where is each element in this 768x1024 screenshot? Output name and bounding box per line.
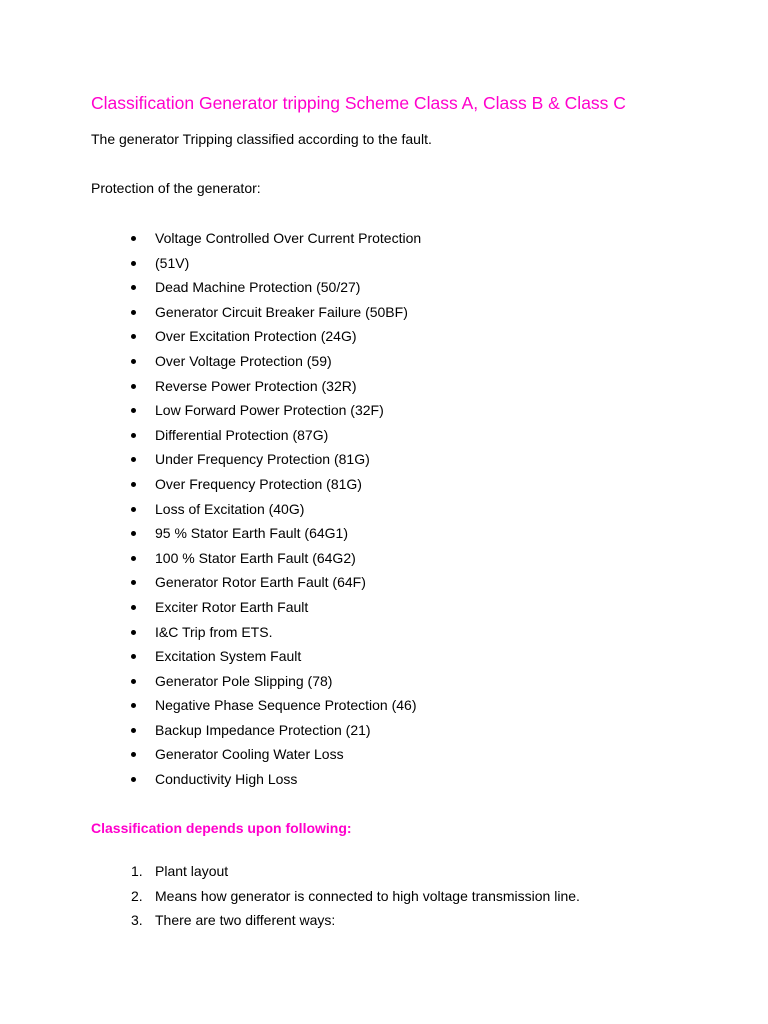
- list-item-text: There are two different ways:: [155, 912, 336, 928]
- bullet-icon: [131, 654, 136, 659]
- list-item-text: Over Voltage Protection (59): [155, 352, 332, 369]
- list-item-text: 95 % Stator Earth Fault (64G1): [155, 525, 348, 542]
- intro-paragraph: The generator Tripping classified according to the fault.: [91, 131, 432, 147]
- list-item-text: Loss of Excitation (40G): [155, 500, 305, 517]
- bullet-icon: [131, 777, 136, 782]
- bullet-icon: [131, 408, 136, 413]
- bullet-icon: [131, 752, 136, 757]
- bullet-icon: [131, 482, 136, 487]
- bullet-icon: [131, 679, 136, 684]
- list-item-text: Plant layout: [155, 863, 229, 879]
- bullet-icon: [131, 507, 136, 512]
- list-item-text: Under Frequency Protection (81G): [155, 451, 370, 468]
- list-item-text: Generator Circuit Breaker Failure (50BF): [155, 303, 408, 320]
- bullet-icon: [131, 728, 136, 733]
- bullet-icon: [131, 580, 136, 585]
- bullet-icon: [131, 531, 136, 536]
- bullet-icon: [131, 457, 136, 462]
- list-item-number: 1.: [131, 863, 143, 879]
- bullet-icon: [131, 359, 136, 364]
- list-item-text: 100 % Stator Earth Fault (64G2): [155, 549, 356, 566]
- list-item-text: Negative Phase Sequence Protection (46): [155, 697, 417, 714]
- list-item-number: 2.: [131, 887, 143, 904]
- list-item-text: Generator Rotor Earth Fault (64F): [155, 574, 366, 591]
- document-title: Classification Generator tripping Scheme Class A, Class B & Class C: [91, 93, 626, 113]
- bullet-icon: [131, 236, 136, 241]
- protection-heading: Protection of the generator:: [91, 180, 261, 196]
- list-item-text: Dead Machine Protection (50/27): [155, 279, 361, 296]
- list-item-text: Differential Protection (87G): [155, 426, 329, 443]
- list-item-text: Over Frequency Protection (81G): [155, 475, 362, 492]
- list-item-text: Conductivity High Loss: [155, 771, 298, 788]
- list-item-text: Over Excitation Protection (24G): [155, 328, 357, 345]
- list-item-text: (51V): [155, 254, 190, 271]
- bullet-icon: [131, 285, 136, 290]
- list-item-text: Exciter Rotor Earth Fault: [155, 598, 309, 615]
- bullet-icon: [131, 261, 136, 266]
- bullet-icon: [131, 630, 136, 635]
- list-item-text: Backup Impedance Protection (21): [155, 721, 371, 738]
- list-item-text: Generator Pole Slipping (78): [155, 672, 333, 689]
- list-item-text: Generator Cooling Water Loss: [155, 746, 344, 763]
- list-item-text: Reverse Power Protection (32R): [155, 377, 357, 394]
- bullet-icon: [131, 433, 136, 438]
- list-item-number: 3.: [131, 912, 143, 928]
- list-item-text: Means how generator is connected to high voltage transmission line.: [155, 887, 580, 904]
- list-item-text: Excitation System Fault: [155, 648, 302, 665]
- bullet-icon: [131, 384, 136, 389]
- bullet-icon: [131, 334, 136, 339]
- bullet-icon: [131, 605, 136, 610]
- bullet-icon: [131, 310, 136, 315]
- bullet-icon: [131, 556, 136, 561]
- bullet-icon: [131, 703, 136, 708]
- list-item-text: Voltage Controlled Over Current Protection: [155, 230, 422, 246]
- classification-heading: Classification depends upon following:: [91, 820, 352, 836]
- list-item-text: Low Forward Power Protection (32F): [155, 402, 384, 419]
- list-item-text: I&C Trip from ETS.: [155, 623, 273, 640]
